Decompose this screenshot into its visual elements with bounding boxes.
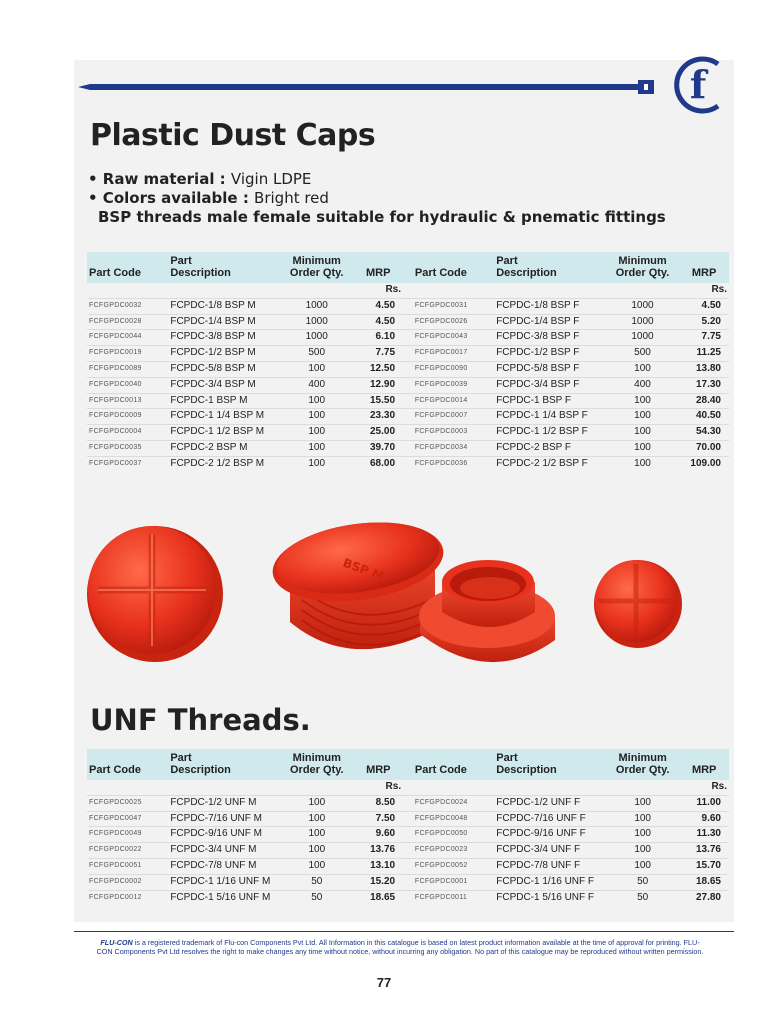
description-cell: FCPDC-9/16 UNF M — [168, 827, 280, 843]
part-code-cell: FCFGPDC0037 — [87, 456, 168, 471]
bullet-label: • Raw material : — [88, 170, 231, 188]
gap-cell — [403, 795, 413, 811]
gap-cell — [403, 409, 413, 425]
min-qty-cell: 50 — [606, 890, 679, 905]
mrp-cell: 5.20 — [679, 314, 729, 330]
part-code-cell: FCFGPDC0002 — [87, 874, 168, 890]
min-qty-cell: 1000 — [280, 330, 353, 346]
part-code-cell: FCFGPDC0043 — [413, 330, 494, 346]
mrp-cell: 7.75 — [679, 330, 729, 346]
part-code-cell: FCFGPDC0047 — [87, 811, 168, 827]
min-qty-cell: 100 — [606, 393, 679, 409]
part-description-header — [168, 749, 280, 780]
header-order-qty: Order Qty. — [615, 267, 670, 279]
description-cell: FCPDC-1 BSP M — [168, 393, 280, 409]
min-qty-cell: 100 — [606, 440, 679, 456]
bullet-value: Bright red — [254, 189, 329, 207]
min-qty-cell: 50 — [280, 890, 353, 905]
description-cell: FCPDC-1/4 BSP F — [494, 314, 606, 330]
part-code-cell: FCFGPDC0028 — [87, 314, 168, 330]
header-order-qty: Order Qty. — [615, 764, 670, 776]
table-row — [87, 858, 729, 874]
cable-tie-icon — [78, 80, 658, 94]
description-cell: FCPDC-1/2 BSP F — [494, 346, 606, 362]
min-qty-cell: 100 — [606, 456, 679, 471]
description-cell: FCPDC-3/4 UNF M — [168, 843, 280, 859]
part-code-header: Part Code — [87, 252, 168, 283]
min-qty-cell: 400 — [280, 377, 353, 393]
mrp-cell: 15.50 — [353, 393, 403, 409]
page-title: Plastic Dust Caps — [90, 118, 376, 153]
description-cell: FCPDC-1 1/2 BSP F — [494, 425, 606, 441]
header-gap — [403, 749, 413, 780]
mrp-cell: 109.00 — [679, 456, 729, 471]
description-cell: FCPDC-5/8 BSP F — [494, 361, 606, 377]
spec-bullets — [88, 170, 666, 227]
part-code-cell: FCFGPDC0026 — [413, 314, 494, 330]
currency-label: Rs. — [711, 284, 727, 295]
unf-price-table — [87, 749, 729, 905]
min-qty-cell: 100 — [280, 811, 353, 827]
part-code-cell: FCFGPDC0019 — [87, 346, 168, 362]
min-qty-cell: 100 — [606, 361, 679, 377]
mrp-cell: 6.10 — [353, 330, 403, 346]
bsp-price-table — [87, 252, 729, 472]
mrp-cell: 11.25 — [679, 346, 729, 362]
table-row — [87, 425, 729, 441]
table-row — [87, 890, 729, 905]
mrp-cell: 4.50 — [353, 314, 403, 330]
description-cell: FCPDC-7/16 UNF M — [168, 811, 280, 827]
part-code-header: Part Code — [413, 749, 494, 780]
table-row — [87, 346, 729, 362]
description-cell: FCPDC-1 1/16 UNF M — [168, 874, 280, 890]
bullet-value: Vigin LDPE — [230, 170, 312, 188]
gap-cell — [403, 314, 413, 330]
min-qty-cell: 50 — [606, 874, 679, 890]
part-code-cell: FCFGPDC0024 — [413, 795, 494, 811]
part-code-cell: FCFGPDC0044 — [87, 330, 168, 346]
description-cell: FCPDC-1 5/16 UNF M — [168, 890, 280, 905]
mrp-cell: 4.50 — [679, 298, 729, 314]
header-description: Description — [170, 764, 231, 776]
cap-embossed-text: BSP M — [340, 555, 386, 584]
header-description: Description — [170, 267, 231, 279]
table-row — [87, 827, 729, 843]
description-cell: FCPDC-3/4 BSP F — [494, 377, 606, 393]
part-description-header — [168, 252, 280, 283]
min-qty-cell: 100 — [606, 843, 679, 859]
gap-cell — [403, 283, 413, 298]
currency-label: Rs. — [711, 781, 727, 792]
min-qty-cell: 100 — [280, 425, 353, 441]
gap-cell — [403, 827, 413, 843]
mrp-cell: 17.30 — [679, 377, 729, 393]
mrp-cell: 13.80 — [679, 361, 729, 377]
part-code-cell: FCFGPDC0039 — [413, 377, 494, 393]
header-part: Part — [170, 255, 192, 267]
brand-mark: FLU-CON — [100, 938, 133, 947]
header-part: Part — [170, 752, 192, 764]
min-qty-cell: 1000 — [280, 314, 353, 330]
header-minimum: Minimum — [292, 752, 341, 764]
header-minimum: Minimum — [618, 752, 667, 764]
gap-cell — [403, 843, 413, 859]
mrp-cell: 11.00 — [679, 795, 729, 811]
header-order-qty: Order Qty. — [289, 267, 344, 279]
header-part: Part — [496, 752, 518, 764]
description-cell: FCPDC-1/2 UNF F — [494, 795, 606, 811]
table-row — [87, 298, 729, 314]
gap-cell — [403, 456, 413, 471]
header-order-qty: Order Qty. — [290, 764, 344, 776]
gap-cell — [403, 425, 413, 441]
min-qty-cell: 100 — [280, 858, 353, 874]
cap-large-top — [87, 526, 223, 662]
min-qty-cell: 100 — [280, 409, 353, 425]
table-header-row — [87, 749, 729, 780]
part-code-cell: FCFGPDC0032 — [87, 298, 168, 314]
dust-caps-photo — [80, 512, 700, 682]
min-qty-header — [606, 749, 679, 780]
gap-cell — [403, 440, 413, 456]
description-cell: FCPDC-5/8 BSP M — [168, 361, 280, 377]
cap-small-top — [594, 560, 682, 648]
currency-row — [87, 780, 729, 795]
min-qty-cell: 500 — [280, 346, 353, 362]
mrp-cell: 11.30 — [679, 827, 729, 843]
mrp-cell: 40.50 — [679, 409, 729, 425]
gap-cell — [403, 874, 413, 890]
description-cell: FCPDC-2 BSP F — [494, 440, 606, 456]
min-qty-cell: 1000 — [606, 330, 679, 346]
part-code-cell: FCFGPDC0049 — [87, 827, 168, 843]
header-minimum: Minimum — [292, 255, 341, 267]
gap-cell — [403, 298, 413, 314]
min-qty-header — [280, 252, 353, 283]
page-number: 77 — [376, 975, 392, 990]
mrp-cell: 12.50 — [353, 361, 403, 377]
description-cell: FCPDC-3/4 UNF F — [494, 843, 606, 859]
part-code-cell: FCFGPDC0001 — [413, 874, 494, 890]
min-qty-cell: 100 — [606, 811, 679, 827]
disclaimer-text: is a registered trademark of Flu-con Components Pvt Ltd. All Information in this catalogue is based on latest product information available at the time of approval for printing. FLU-CON Components Pvt Ltd resolves the right to make changes any time without notice, without incurring any obligation. No part of this catalogue may be reproduced without written permission. — [96, 938, 704, 956]
table-row — [87, 795, 729, 811]
footer-disclaimer — [94, 938, 706, 956]
table-row — [87, 874, 729, 890]
header-description: Description — [496, 267, 557, 279]
mrp-cell: 13.76 — [354, 843, 404, 859]
table-row — [87, 361, 729, 377]
mrp-cell: 25.00 — [353, 425, 403, 441]
description-cell: FCPDC-3/8 BSP M — [168, 330, 280, 346]
mrp-cell: 27.80 — [679, 890, 729, 905]
part-code-cell: FCFGPDC0035 — [87, 440, 168, 456]
part-code-cell: FCFGPDC0004 — [87, 425, 168, 441]
gap-cell — [403, 858, 413, 874]
table-row — [87, 314, 729, 330]
description-cell: FCPDC-1 1/4 BSP F — [494, 409, 606, 425]
part-code-cell: FCFGPDC0007 — [413, 409, 494, 425]
description-cell: FCPDC-1/8 BSP F — [494, 298, 606, 314]
mrp-cell: 12.90 — [353, 377, 403, 393]
min-qty-cell: 100 — [280, 361, 353, 377]
part-code-cell: FCFGPDC0014 — [413, 393, 494, 409]
mrp-cell: 13.10 — [354, 858, 404, 874]
fc-logo-icon — [668, 52, 734, 118]
mrp-cell: 68.00 — [353, 456, 403, 471]
mrp-cell: 13.76 — [679, 843, 729, 859]
description-cell: FCPDC-1/4 BSP M — [168, 314, 280, 330]
mrp-header: MRP — [679, 749, 729, 780]
footer-rule — [74, 931, 734, 932]
mrp-cell: 4.50 — [353, 298, 403, 314]
part-code-cell: FCFGPDC0022 — [87, 843, 168, 859]
description-cell: FCPDC-1/2 UNF M — [168, 795, 280, 811]
description-cell: FCPDC-1 1/16 UNF F — [494, 874, 606, 890]
part-code-header: Part Code — [413, 252, 494, 283]
description-cell: FCPDC-1/8 BSP M — [168, 298, 280, 314]
min-qty-cell: 1000 — [606, 314, 679, 330]
description-cell: FCPDC-9/16 UNF F — [494, 827, 606, 843]
mrp-cell: 9.60 — [679, 811, 729, 827]
unf-section-title: UNF Threads. — [90, 703, 311, 737]
description-cell: FCPDC-2 1/2 BSP M — [168, 456, 280, 471]
currency-row — [87, 283, 729, 298]
mrp-cell: 39.70 — [353, 440, 403, 456]
description-cell: FCPDC-2 1/2 BSP F — [494, 456, 606, 471]
part-code-cell: FCFGPDC0009 — [87, 409, 168, 425]
mrp-cell: 28.40 — [679, 393, 729, 409]
part-code-cell: FCFGPDC0011 — [413, 890, 494, 905]
mrp-header: MRP — [354, 749, 404, 780]
header-gap — [403, 252, 413, 283]
description-cell: FCPDC-1 5/16 UNF F — [494, 890, 606, 905]
mrp-cell: 15.70 — [679, 858, 729, 874]
description-cell: FCPDC-1 1/2 BSP M — [168, 425, 280, 441]
logo-letter: f — [689, 62, 707, 107]
min-qty-cell: 100 — [606, 795, 679, 811]
table-row — [87, 843, 729, 859]
mrp-cell: 15.20 — [354, 874, 404, 890]
bullet-label: • Colors available : — [88, 189, 255, 207]
min-qty-header — [280, 749, 353, 780]
mrp-cell: 70.00 — [679, 440, 729, 456]
part-code-cell: FCFGPDC0012 — [87, 890, 168, 905]
colors-line — [88, 189, 666, 208]
mrp-cell: 7.75 — [353, 346, 403, 362]
description-cell: FCPDC-3/4 BSP M — [168, 377, 280, 393]
raw-material-line — [88, 170, 666, 189]
gap-cell — [403, 330, 413, 346]
min-qty-cell: 100 — [606, 858, 679, 874]
table-row — [87, 440, 729, 456]
min-qty-cell: 100 — [606, 409, 679, 425]
mrp-cell: 7.50 — [354, 811, 404, 827]
currency-label: Rs. — [385, 781, 402, 792]
description-cell: FCPDC-7/8 UNF F — [494, 858, 606, 874]
part-code-cell: FCFGPDC0051 — [87, 858, 168, 874]
min-qty-cell: 100 — [280, 795, 353, 811]
description-cell: FCPDC-7/16 UNF F — [494, 811, 606, 827]
min-qty-header — [606, 252, 679, 283]
min-qty-cell: 400 — [606, 377, 679, 393]
mrp-cell: 18.65 — [354, 890, 404, 905]
part-code-cell: FCFGPDC0013 — [87, 393, 168, 409]
min-qty-cell: 100 — [280, 393, 353, 409]
part-code-cell: FCFGPDC0048 — [413, 811, 494, 827]
table-row — [87, 811, 729, 827]
gap-cell — [403, 890, 413, 905]
table-row — [87, 377, 729, 393]
part-code-cell: FCFGPDC0040 — [87, 377, 168, 393]
min-qty-cell: 100 — [280, 456, 353, 471]
gap-cell — [403, 393, 413, 409]
bsp-table-body — [87, 283, 729, 472]
mrp-header: MRP — [353, 252, 403, 283]
min-qty-cell: 50 — [280, 874, 353, 890]
min-qty-cell: 100 — [280, 440, 353, 456]
mrp-cell: 23.30 — [353, 409, 403, 425]
gap-cell — [403, 361, 413, 377]
description-cell: FCPDC-1 1/4 BSP M — [168, 409, 280, 425]
table-row — [87, 456, 729, 471]
min-qty-cell: 100 — [606, 425, 679, 441]
description-cell: FCPDC-7/8 UNF M — [168, 858, 280, 874]
min-qty-cell: 1000 — [280, 298, 353, 314]
part-code-cell: FCFGPDC0025 — [87, 795, 168, 811]
cap-female-open — [419, 560, 555, 662]
part-code-cell: FCFGPDC0031 — [413, 298, 494, 314]
threads-line: BSP threads male female suitable for hydraulic & pnematic fittings — [98, 208, 666, 226]
min-qty-cell: 100 — [606, 827, 679, 843]
mrp-cell: 8.50 — [354, 795, 404, 811]
part-code-cell: FCFGPDC0090 — [413, 361, 494, 377]
gap-cell — [403, 780, 413, 795]
min-qty-cell: 1000 — [606, 298, 679, 314]
min-qty-cell: 500 — [606, 346, 679, 362]
description-cell: FCPDC-1 BSP F — [494, 393, 606, 409]
part-code-cell: FCFGPDC0017 — [413, 346, 494, 362]
description-cell: FCPDC-2 BSP M — [168, 440, 280, 456]
table-row — [87, 409, 729, 425]
part-code-cell: FCFGPDC0050 — [413, 827, 494, 843]
table-row — [87, 393, 729, 409]
part-code-cell: FCFGPDC0034 — [413, 440, 494, 456]
header-description: Description — [496, 764, 557, 776]
min-qty-cell: 100 — [280, 843, 353, 859]
mrp-cell: 9.60 — [354, 827, 404, 843]
part-code-cell: FCFGPDC0036 — [413, 456, 494, 471]
gap-cell — [403, 346, 413, 362]
part-description-header — [494, 749, 606, 780]
description-cell: FCPDC-1/2 BSP M — [168, 346, 280, 362]
gap-cell — [403, 811, 413, 827]
part-code-cell: FCFGPDC0023 — [413, 843, 494, 859]
mrp-cell: 54.30 — [679, 425, 729, 441]
mrp-header: MRP — [679, 252, 729, 283]
header-part: Part — [496, 255, 518, 267]
part-code-cell: FCFGPDC0089 — [87, 361, 168, 377]
header-minimum: Minimum — [618, 255, 667, 267]
part-description-header — [494, 252, 606, 283]
currency-label: Rs. — [385, 284, 402, 295]
description-cell: FCPDC-3/8 BSP F — [494, 330, 606, 346]
part-code-cell: FCFGPDC0003 — [413, 425, 494, 441]
gap-cell — [403, 377, 413, 393]
table-row — [87, 330, 729, 346]
part-code-cell: FCFGPDC0052 — [413, 858, 494, 874]
mrp-cell: 18.65 — [679, 874, 729, 890]
unf-table-body — [87, 780, 729, 905]
min-qty-cell: 100 — [280, 827, 353, 843]
part-code-header: Part Code — [87, 749, 168, 780]
table-header-row — [87, 252, 729, 283]
